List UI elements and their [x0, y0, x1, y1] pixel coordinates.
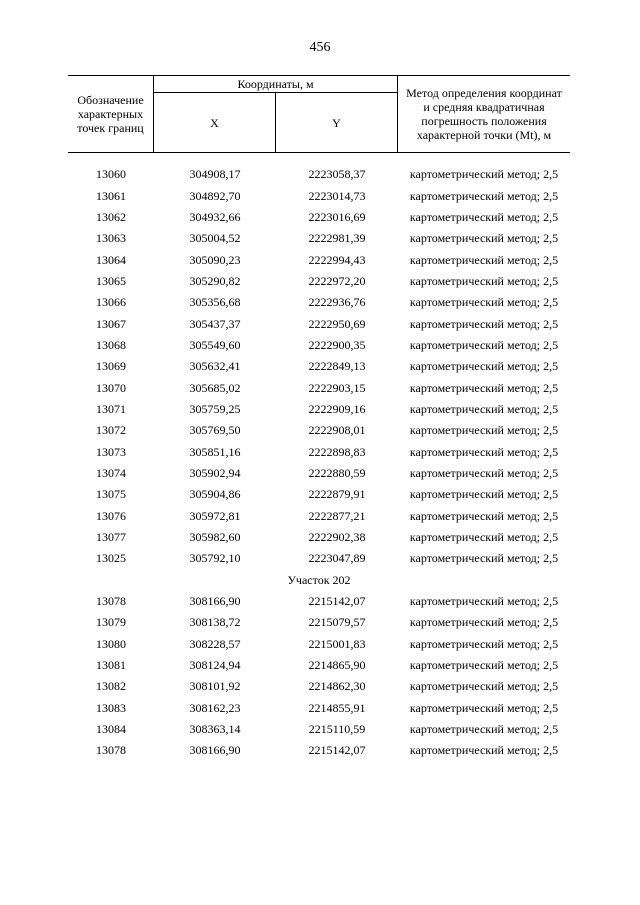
cell-method: картометрический метод; 2,5: [409, 465, 559, 480]
table-row: [68, 249, 570, 270]
cell-y: 2215079,57: [308, 615, 366, 630]
cell-method: картометрический метод; 2,5: [409, 636, 559, 651]
cell-x: 305769,50: [189, 423, 241, 438]
cell-point: 13078: [96, 594, 126, 609]
cell-x: 308363,14: [189, 722, 241, 737]
cell-point: 13070: [96, 380, 126, 395]
cell-method: картометрический метод; 2,5: [409, 401, 559, 416]
cell-method: картометрический метод; 2,5: [409, 423, 559, 438]
cell-point: 13065: [96, 273, 126, 288]
header-method: Метод определения координат и средняя квадратичная погрешность положения характерной точки (Mt), м: [406, 86, 562, 142]
cell-x: 305437,37: [189, 316, 241, 331]
cell-x: 308124,94: [189, 658, 241, 673]
cell-y: 2215142,07: [308, 594, 366, 609]
cell-method: картометрический метод; 2,5: [409, 209, 559, 224]
table-row: [68, 207, 570, 228]
table-row: [68, 591, 570, 612]
table-row: [68, 399, 570, 420]
cell-point: 13083: [96, 700, 126, 715]
table-header: [68, 75, 570, 153]
cell-point: 13079: [96, 615, 126, 630]
cell-method: картометрический метод; 2,5: [409, 594, 559, 609]
table-row: [68, 420, 570, 441]
cell-point: 13080: [96, 636, 126, 651]
cell-point: 13081: [96, 658, 126, 673]
cell-point: 13025: [96, 551, 126, 566]
cell-point: 13075: [96, 487, 126, 502]
cell-method: картометрический метод; 2,5: [409, 743, 559, 758]
table-row: [68, 185, 570, 206]
cell-point: 13073: [96, 444, 126, 459]
cell-y: 2223047,89: [308, 551, 366, 566]
cell-x: 305004,52: [189, 231, 241, 246]
cell-y: 2223058,37: [308, 167, 366, 182]
table-row: [68, 228, 570, 249]
cell-x: 308228,57: [189, 636, 241, 651]
table-row: [68, 441, 570, 462]
cell-x: 305792,10: [189, 551, 241, 566]
cell-x: 308162,23: [189, 700, 241, 715]
cell-y: 2222994,43: [308, 252, 366, 267]
cell-point: 13072: [96, 423, 126, 438]
table-row: [68, 698, 570, 719]
cell-x: 308166,90: [189, 743, 241, 758]
table-row: [68, 377, 570, 398]
cell-method: картометрический метод; 2,5: [409, 615, 559, 630]
cell-point: 13066: [96, 295, 126, 310]
cell-point: 13067: [96, 316, 126, 331]
cell-y: 2222903,15: [308, 380, 366, 395]
table-row: [68, 548, 570, 569]
header-point-designation: Обозначение характерных точек границ: [68, 76, 154, 152]
cell-point: 13077: [96, 530, 126, 545]
table-row: [68, 484, 570, 505]
cell-x: 305090,23: [189, 252, 241, 267]
table-row: [68, 676, 570, 697]
cell-y: 2222849,13: [308, 359, 366, 374]
cell-method: картометрический метод; 2,5: [409, 487, 559, 502]
cell-method: картометрический метод; 2,5: [409, 551, 559, 566]
cell-method: картометрический метод; 2,5: [409, 231, 559, 246]
cell-x: 304932,66: [189, 209, 241, 224]
cell-y: 2222908,01: [308, 423, 366, 438]
table-row: [68, 612, 570, 633]
table-row: [68, 655, 570, 676]
cell-x: 308101,92: [189, 679, 241, 694]
table-row: [68, 313, 570, 334]
cell-x: 305759,25: [189, 401, 241, 416]
table-row: [68, 271, 570, 292]
cell-y: 2214862,30: [308, 679, 366, 694]
cell-method: картометрический метод; 2,5: [409, 273, 559, 288]
cell-y: 2222877,21: [308, 508, 366, 523]
cell-point: 13063: [96, 231, 126, 246]
cell-method: картометрический метод; 2,5: [409, 444, 559, 459]
cell-y: 2222902,38: [308, 530, 366, 545]
cell-point: 13060: [96, 167, 126, 182]
table-row: [68, 506, 570, 527]
table-row: [68, 740, 570, 761]
cell-x: 308166,90: [189, 594, 241, 609]
header-coordinates: Координаты, м: [154, 76, 398, 93]
table-row: [68, 527, 570, 548]
cell-y: 2223016,69: [308, 209, 366, 224]
cell-method: картометрический метод; 2,5: [409, 359, 559, 374]
cell-y: 2222936,76: [308, 295, 366, 310]
cell-method: картометрический метод; 2,5: [409, 316, 559, 331]
cell-point: 13076: [96, 508, 126, 523]
cell-y: 2214865,90: [308, 658, 366, 673]
cell-y: 2214855,91: [308, 700, 366, 715]
cell-x: 305972,81: [189, 508, 241, 523]
cell-y: 2222880,59: [308, 465, 366, 480]
cell-y: 2223014,73: [308, 188, 366, 203]
cell-x: 305685,02: [189, 380, 241, 395]
cell-point: 13062: [96, 209, 126, 224]
cell-x: 305982,60: [189, 530, 241, 545]
table-row: [68, 164, 570, 185]
cell-method: картометрический метод; 2,5: [409, 658, 559, 673]
cell-point: 13074: [96, 465, 126, 480]
cell-y: 2215142,07: [308, 743, 366, 758]
cell-method: картометрический метод; 2,5: [409, 530, 559, 545]
cell-point: 13069: [96, 359, 126, 374]
header-y: Y: [276, 93, 398, 152]
cell-method: картометрический метод; 2,5: [409, 167, 559, 182]
cell-x: 305549,60: [189, 337, 241, 352]
cell-y: 2222900,35: [308, 337, 366, 352]
cell-point: 13064: [96, 252, 126, 267]
cell-point: 13078: [96, 743, 126, 758]
cell-y: 2222909,16: [308, 401, 366, 416]
cell-method: картометрический метод; 2,5: [409, 337, 559, 352]
section-title: Участок 202: [287, 572, 351, 587]
cell-point: 13071: [96, 401, 126, 416]
cell-point: 13061: [96, 188, 126, 203]
cell-y: 2222981,39: [308, 231, 366, 246]
cell-method: картометрический метод; 2,5: [409, 508, 559, 523]
header-x: X: [154, 93, 276, 152]
cell-y: 2222879,91: [308, 487, 366, 502]
cell-x: 305632,41: [189, 359, 241, 374]
table-row: [68, 463, 570, 484]
cell-y: 2215110,59: [308, 722, 366, 737]
cell-method: картометрический метод; 2,5: [409, 679, 559, 694]
cell-point: 13084: [96, 722, 126, 737]
table-row: [68, 719, 570, 740]
cell-x: 305902,94: [189, 465, 241, 480]
cell-method: картометрический метод; 2,5: [409, 380, 559, 395]
table-row: [68, 356, 570, 377]
page-number: 456: [309, 40, 331, 55]
cell-method: картометрический метод; 2,5: [409, 700, 559, 715]
table-body: [68, 164, 570, 762]
cell-method: картометрический метод; 2,5: [409, 722, 559, 737]
table-row: [68, 634, 570, 655]
cell-y: 2222972,20: [308, 273, 366, 288]
cell-point: 13068: [96, 337, 126, 352]
cell-y: 2215001,83: [308, 636, 366, 651]
cell-x: 305904,86: [189, 487, 241, 502]
table-row: [68, 335, 570, 356]
cell-y: 2222898,83: [308, 444, 366, 459]
cell-method: картометрический метод; 2,5: [409, 295, 559, 310]
cell-x: 304892,70: [189, 188, 241, 203]
rows-group-a: [68, 164, 570, 570]
cell-x: 305851,16: [189, 444, 241, 459]
table-row: [68, 292, 570, 313]
cell-x: 308138,72: [189, 615, 241, 630]
cell-x: 304908,17: [189, 167, 241, 182]
cell-x: 305290,82: [189, 273, 241, 288]
rows-group-b: [68, 591, 570, 762]
cell-x: 305356,68: [189, 295, 241, 310]
cell-method: картометрический метод; 2,5: [409, 252, 559, 267]
cell-point: 13082: [96, 679, 126, 694]
cell-y: 2222950,69: [308, 316, 366, 331]
cell-method: картометрический метод; 2,5: [409, 188, 559, 203]
